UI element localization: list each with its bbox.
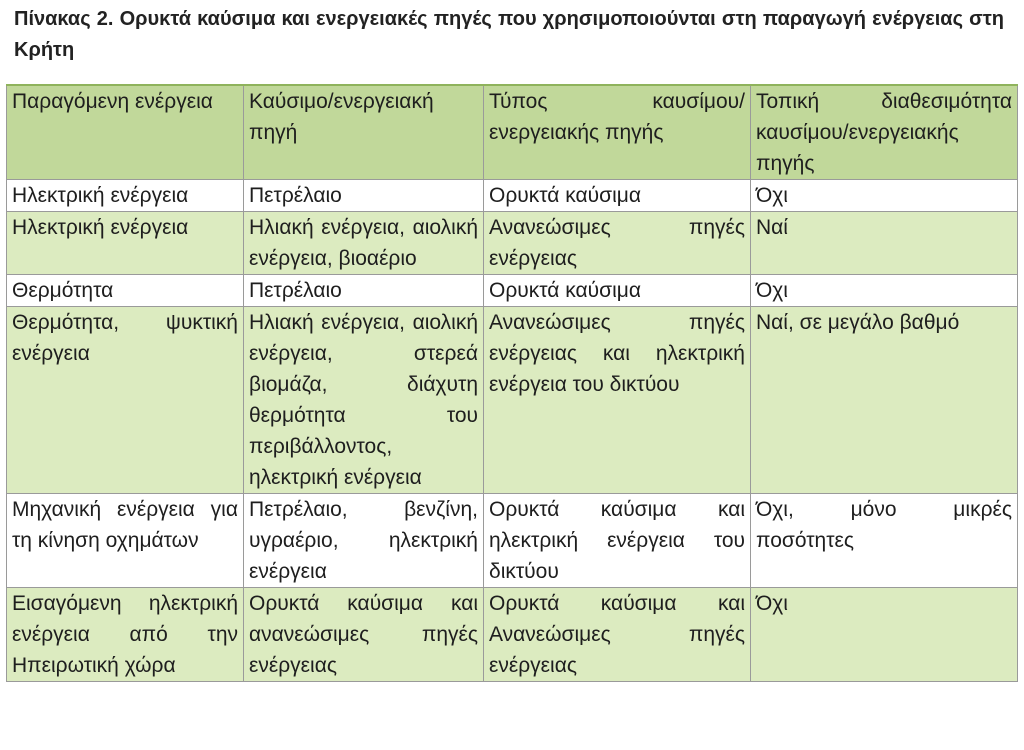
table-cell: Ναί xyxy=(751,212,1018,275)
table-cell: Θερμότητα xyxy=(7,275,244,307)
table-cell: Ναί, σε μεγάλο βαθμό xyxy=(751,307,1018,494)
table-cell: Ηλεκτρική ενέργεια xyxy=(7,180,244,212)
table-cell: Ηλεκτρική ενέργεια xyxy=(7,212,244,275)
table-row xyxy=(7,212,1018,275)
table-cell: Θερμότητα, ψυκτική ενέργεια xyxy=(7,307,244,494)
header-cell-produced-energy: Παραγόμενη ενέργεια xyxy=(7,85,244,180)
header-cell-fuel-type: Τύπος καυσίμου/ενεργειακής πηγής xyxy=(484,85,751,180)
table-row xyxy=(7,588,1018,682)
table-row xyxy=(7,307,1018,494)
table-cell: Εισαγόμενη ηλεκτρική ενέργεια από την Ηπειρωτική χώρα xyxy=(7,588,244,682)
table-cell: Ανανεώσιμες πηγές ενέργειας και ηλεκτρική ενέργεια του δικτύου xyxy=(484,307,751,494)
table-cell: Ανανεώσιμες πηγές ενέργειας xyxy=(484,212,751,275)
energy-sources-table xyxy=(6,84,1018,682)
table-row xyxy=(7,180,1018,212)
table-cell: Όχι, μόνο μικρές ποσότητες xyxy=(751,494,1018,588)
table-cell: Όχι xyxy=(751,588,1018,682)
table-cell: Πετρέλαιο xyxy=(244,275,484,307)
table-cell: Μηχανική ενέργεια για τη κίνηση οχημάτων xyxy=(7,494,244,588)
table-cell: Όχι xyxy=(751,275,1018,307)
table-cell: Πετρέλαιο, βενζίνη, υγραέριο, ηλεκτρική ενέργεια xyxy=(244,494,484,588)
table-cell: Πετρέλαιο xyxy=(244,180,484,212)
table-header-row xyxy=(7,85,1018,180)
header-cell-local-availability: Τοπική διαθεσιμότητα καυσίμου/ενεργειακής πηγής xyxy=(751,85,1018,180)
header-cell-fuel-source: Καύσιμο/ενεργειακή πηγή xyxy=(244,85,484,180)
table-cell: Όχι xyxy=(751,180,1018,212)
table-cell: Ορυκτά καύσιμα xyxy=(484,180,751,212)
table-cell: Ορυκτά καύσιμα και ηλεκτρική ενέργεια του δικτύου xyxy=(484,494,751,588)
table-cell: Ορυκτά καύσιμα και Ανανεώσιμες πηγές ενέργειας xyxy=(484,588,751,682)
table-row xyxy=(7,275,1018,307)
table-row xyxy=(7,494,1018,588)
table-cell: Ηλιακή ενέργεια, αιολική ενέργεια, βιοαέριο xyxy=(244,212,484,275)
table-cell: Ορυκτά καύσιμα και ανανεώσιμες πηγές ενέργειας xyxy=(244,588,484,682)
table-cell: Ορυκτά καύσιμα xyxy=(484,275,751,307)
table-caption: Πίνακας 2. Ορυκτά καύσιμα και ενεργειακές πηγές που χρησιμοποιούνται στη παραγωγή ενέργειας στη Κρήτη xyxy=(14,8,1004,61)
table-cell: Ηλιακή ενέργεια, αιολική ενέργεια, στερεά βιομάζα, διάχυτη θερμότητα του περιβάλλοντος, ηλεκτρική ενέργεια xyxy=(244,307,484,494)
